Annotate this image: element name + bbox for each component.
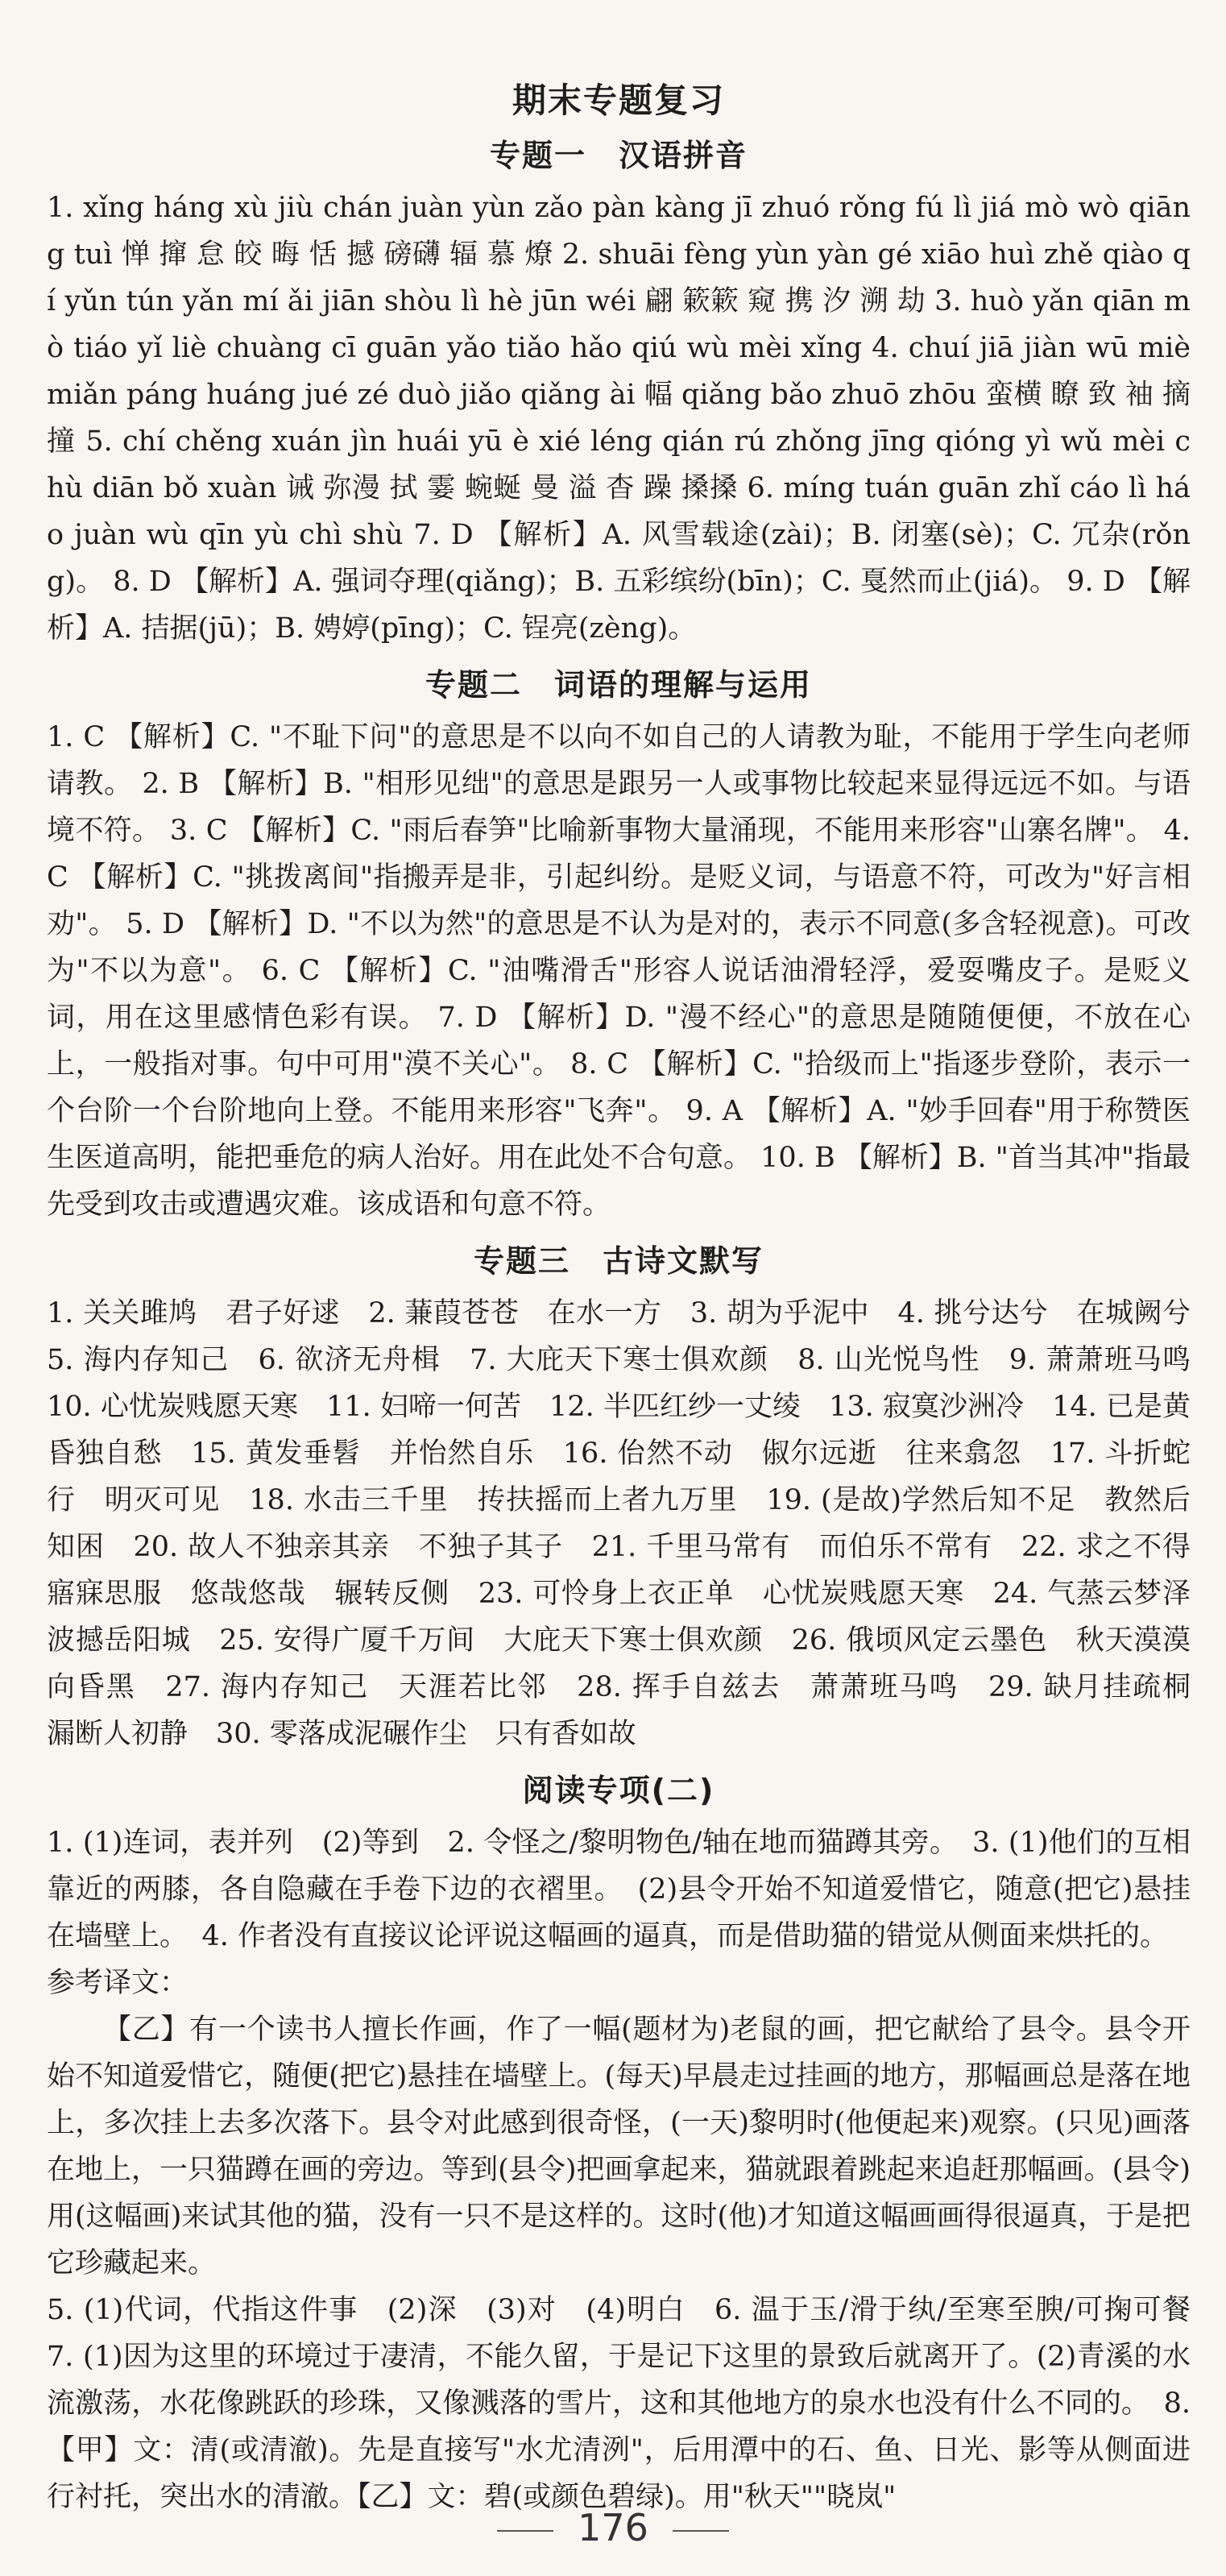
reference-translation: 【乙】有一个读书人擅长作画，作了一幅(题材为)老鼠的画，把它献给了县令。县令开始不知道爱惜它，随便(把它)悬挂在墙壁上。(每天)早晨走过挂画的地方，那幅画总是落在地上，多次挂上去多次落下。县令对此感到很奇怪，(一天)黎明时(他便起来)观察。(只见)画落在地上，一只猫蹲在画的旁边。等到(县令)把画拿起来，猫就跟着跳起来追赶那幅画。(县令)用(这幅画)来试其他的猫，没有一只不是这样的。这时(他)才知道这幅画画得很逼真，于是把它珍藏起来。: [47, 2014, 1191, 2279]
page-number-text: 176: [578, 2506, 648, 2549]
section-heading: 阅读专项(二): [522, 1773, 715, 1808]
reference-translation-label: 参考译文：: [47, 1967, 188, 1999]
divider: [673, 2530, 729, 2532]
answer-paragraph: 5. (1)代词，代指这件事 (2)深 (3)对 (4)明白 6. 温于玉/滑于纨/至寒至腴/可掬可餐 7. (1)因为这里的环境过于凄清，不能久留，于是记下这里的景致后就离开了。(2)青溪的水流激荡，水花像跳跃的珍珠，又像溅落的雪片，这和其他地方的泉水也没有什么不同的。 8.【甲】文：清(或清澈)。先是直接写"水尤清洌"，后用潭中的石、鱼、日光、影等从侧面进行衬托，突出水的清澈。【乙】文：碧(或颜色碧绿)。用"秋天""晓岚": [47, 2294, 1220, 2513]
section-heading: 专题二 词语的理解与运用: [425, 667, 812, 703]
page-title: 期末专题复习: [512, 81, 725, 120]
answer-paragraph: 1. (1)连词，表并列 (2)等到 2. 令怪之/黎明物色/轴在地而猫蹲其旁。 3. (1)他们的互相靠近的两膝，各自隐藏在手卷下边的衣褶里。 (2)县令开始不知道爱惜它，随意(把它)悬挂在墙壁上。 4. 作者没有直接议论评说这幅画的逼真，而是借助猫的错觉从侧面来烘托的。: [47, 1827, 1191, 1952]
section-heading: 专题三 古诗文默写: [473, 1243, 764, 1279]
divider: [497, 2530, 553, 2532]
section-pinyin: [47, 131, 1191, 652]
section-reading: [47, 1765, 1220, 2520]
answer-paragraph: 1. xǐng háng xù jiù chán juàn yùn zǎo pàn kàng jī zhuó rǒng fú lì jiá mò wò qiāng tuì 惮 撺 怠 皎 晦 恬 撼 磅礴 辐 慕 燎 2. shuāi fèng yùn yàn gé xiāo huì zhě qiào qí yǔn tún yǎn mí ǎi jiān shòu lì hè jūn wéi 翩 簌簌 窥 携 汐 溯 劫 3. huò yǎn qiān mò tiáo yǐ liè chuàng cī guān yǎo tiǎo hǎo qiú wù mèi xǐng 4. chuí jiā jiàn wū miè miǎn páng huáng jué zé duò jiǎo qiǎng ài 幅 qiǎng bǎo zhuō zhōu 蛮横 瞭 致 袖 摘 撞 5. chí chěng xuán jìn huái yū è xié léng qián rú zhǒng jīng qióng yì wǔ mèi chù diān bǒ xuàn 诫 弥漫 拭 霎 蜿蜒 曼 溢 杳 躁 搡搡 6. míng tuán guān zhǐ cáo lì háo juàn wù qīn yù chì shù 7. D 【解析】A. 风雪载途(zài)；B. 闭塞(sè)；C. 冗杂(rǒng)。 8. D 【解析】A. 强词夺理(qiǎng)；B. 五彩缤纷(bīn)；C. 戛然而止(jiá)。 9. D 【解析】A. 拮据(jū)；B. 娉婷(pīng)；C. 锃亮(zèng)。: [47, 192, 1191, 645]
answer-paragraph: 1. C 【解析】C. "不耻下问"的意思是不以向不如自己的人请教为耻，不能用于学生向老师请教。 2. B 【解析】B. "相形见绌"的意思是跟另一人或事物比较起来显得远远不如。与语境不符。 3. C 【解析】C. "雨后春笋"比喻新事物大量涌现，不能用来形容"山寨名牌"。 4. C 【解析】C. "挑拨离间"指搬弄是非，引起纠纷。是贬义词，与语意不符，可改为"好言相劝"。 5. D 【解析】D. "不以为然"的意思是不认为是对的，表示不同意(多含轻视意)。可改为"不以为意"。 6. C 【解析】C. "油嘴滑舌"形容人说话油滑轻浮，爱耍嘴皮子。是贬义词，用在这里感情色彩有误。 7. D 【解析】D. "漫不经心"的意思是随随便便，不放在心上，一般指对事。句中可用"漠不关心"。 8. C 【解析】C. "拾级而上"指逐步登阶，表示一个台阶一个台阶地向上登。不能用来形容"飞奔"。 9. A 【解析】A. "妙手回春"用于称赞医生医道高明，能把垂危的病人治好。用在此处不合句意。 10. B 【解析】B. "首当其冲"指最先受到攻击或遭遇灾难。该成语和句意不符。: [47, 721, 1191, 1221]
answer-paragraph: 1. 关关雎鸠 君子好逑 2. 蒹葭苍苍 在水一方 3. 胡为乎泥中 4. 挑兮达兮 在城阙兮 5. 海内存知己 6. 欲济无舟楫 7. 大庇天下寒士俱欢颜 8. 山光悦鸟性 9. 萧萧班马鸣 10. 心忧炭贱愿天寒 11. 妇啼一何苦 12. 半匹红纱一丈绫 13. 寂寞沙洲冷 14. 已是黄昏独自愁 15. 黄发垂髫 并怡然自乐 16. 佁然不动 俶尔远逝 往来翕忽 17. 斗折蛇行 明灭可见 18. 水击三千里 抟扶摇而上者九万里 19. (是故)学然后知不足 教然后知困 20. 故人不独亲其亲 不独子其子 21. 千里马常有 而伯乐不常有 22. 求之不得 寤寐思服 悠哉悠哉 辗转反侧 23. 可怜身上衣正单 心忧炭贱愿天寒 24. 气蒸云梦泽 波撼岳阳城 25. 安得广厦千万间 大庇天下寒士俱欢颜 26. 俄顷风定云墨色 秋天漠漠向昏黑 27. 海内存知己 天涯若比邻 28. 挥手自兹去 萧萧班马鸣 29. 缺月挂疏桐 漏断人初静 30. 零落成泥碾作尘 只有香如故: [47, 1297, 1220, 1750]
section-vocabulary: [47, 660, 1191, 1228]
section-heading: 专题一 汉语拼音: [489, 138, 748, 173]
section-poetry: [47, 1236, 1220, 1757]
page-number: [0, 2506, 1226, 2549]
